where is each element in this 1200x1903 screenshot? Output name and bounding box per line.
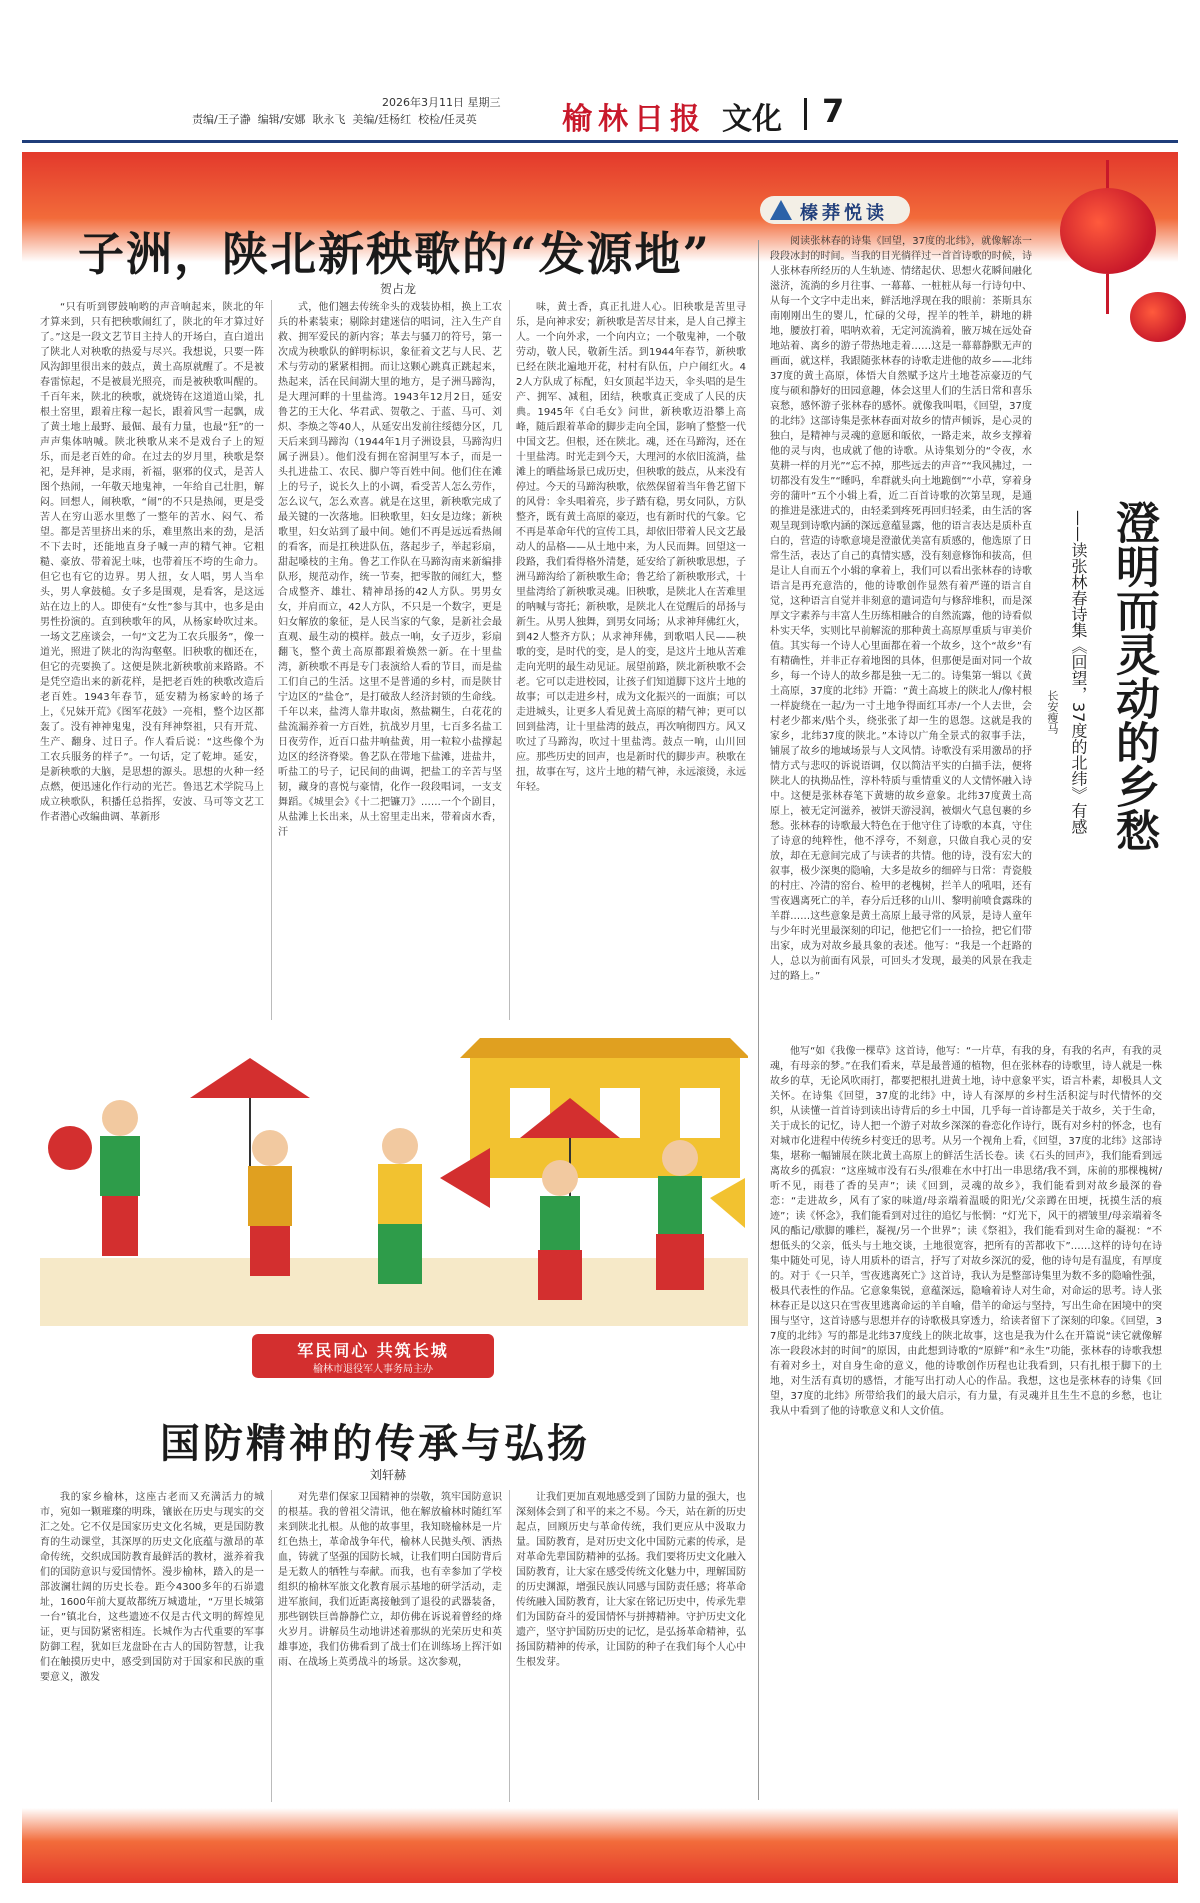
bottom-decorative-banner [22, 1808, 1178, 1883]
house-window [680, 1088, 720, 1138]
article2-column-2: 他写“如《我像一棵草》这首诗，他写：“一片草，有我的身，有我的名声，有我的灵魂，有母亲的梦。”在我们看来，草是最普通的植物，但在张林春的诗歌里，诗人就是一株故乡的草，无论风吹雨打，都要把根扎进黄土地，诗中意象平实，语言朴素，却极具人文关怀。在诗集《回望，37度的北纬》中，诗人有深厚的乡村生活积淀与时代情怀的交织，从读懂一首首诗到读出诗背后的乡土中国，几乎每一首诗都是关于故乡，关于生命，关于成长的记忆，诗人把一个游子对故乡深深的眷恋化作诗行，既有对乡村的怀念，也有对城市化进程中传统乡村变迁的思考。从另一个视角上看，《回望，37度的北纬》这部诗集，堪称一幅铺展在陕北黄土高原上的鲜活生活长卷。读《石头的回声》，我们能看到远离故乡的孤寂：“这座城市没有石头/很难在水中打出一串思绪/我不到，床前的那棵槐树/听不见，雨巷了香的吴声”；读《回到，灵魂的故乡》，我们能看到对故乡最深的眷恋：“走进故乡，风有了家的味道/母亲端着温暖的阳光/父亲蹲在田埂，抚摸生活的痕迹”；读《怀念》，我们能看到对过往的追忆与怅惘：“灯光下，风干的褶皱里/母亲端着冬风的酯记/歇脚的雕栏，凝视/另一个世界”；读《祭祖》，我们能看到对生命的凝视：“不想低头的父亲，低头与土地交谈，土地很宽容，把所有的苦都收下”……这样的诗句在诗集中随处可见，诗人用质朴的语言，抒写了对故乡深沉的爱，他的诗句是有温度，有厚度的。对于《一只羊，雪夜逃离死亡》这首诗，我认为是整部诗集里为数不多的隐喻性强，极具代表性的作品。它意象集锐，意蕴深远，隐喻着诗人对生命，对命运的思考。诗人张林春正是以这只在雪夜里逃离命运的羊自喻，借羊的命运与坚持，写出生命在困境中的突围与坚守，这首诗感与思想并存的诗歌极具穿透力，给读者留下了深刻的印象。《回望，37度的北纬》写的都是北纬37度线上的陕北故事，这也是我为什么在开篇说“读它就像解冻一段段冰封的时间”的原因，由此想到诗歌的“原鲜”和“永生”功能，张林春的诗歌我想有着对乡土，对自身生命的意义，他的诗歌创作历程也让我看到，只有扎根于脚下的土地，对生活有真切的感悟，才能写出打动人心的作品。我想，这也是张林春的诗集《回望，37度的北纬》所带给我们的最大启示，有力量，有灵魂并且生生不息的乡愁，也让我从中看到了他的诗歌意义和人文价值。 [770, 1046, 1162, 1417]
lantern-string [1106, 160, 1109, 190]
lantern-tassel [1106, 274, 1109, 314]
slogan-box [252, 1334, 494, 1378]
editor-credits: 责编/王子瀞 编辑/安娜 耿永飞 美编/廷杨红 校检/任灵英 [192, 113, 477, 126]
section-divider [758, 240, 759, 1800]
article1-column-3: 味，黄土香，真正扎进人心。旧秧歌是苦里寻乐，是向神求安；新秧歌是苦尽甘来，是人自己撑主人。一个向外求，一个向内立；一个敬鬼神，一个敬劳动，敬人民，敬新生活。到1944年春节，新秧歌已经在陕北遍地开花，村村有队伍，户户闹红火。42人方队成了标配，妇女顶起半边天，伞头唱的是生产、拥军、减租，团结，秧歌真正变成了人民的庆典。1945年《白毛女》问世，新秧歌迈沿攀上高峰，随后跟着革命的脚步走向全国，影响了整整一代中国文艺。但根，还在陕北。魂，还在马蹄沟，还在十里盐湾。时光走到今天，大理河的水依旧流淌，盐滩上的晒盐场景已成历史，但秧歌的鼓点，从来没有停过。今天的马蹄沟秧歌，依然保留着当年鲁艺留下的风骨：伞头唱着亮，步子踏有稳，男女同队，方队整齐，既有黄土高原的豪迈，也有新时代的气象。它不再是革命年代的宣传工具，却依旧带着人民文艺最动人的品格——从土地中来，为人民而舞。回望这一段路，我们看得格外清楚，延安给了新秧歌思想，子洲马蹄沟给了新秧歌生命；鲁艺给了新秧歌形式，十里盐湾给了新秧歌灵魂。旧秧歌，是陕北人在苦难里的呐喊与寄托；新秧歌，是陕北人在觉醒后的昂扬与新生。从男人独舞，到男女同场；从求神拜佛红火，到42人整齐方队；从求神拜佛，到歌唱人民——秧歌的变，是时代的变，是人的变，是这片土地从苦难走向光明的最生动见证。展望前路，陕北新秧歌不会老。它可以走进校园，让孩子们知道脚下这片土地的故事；可以走进乡村，成为文化振兴的一面旗；可以走进城头，让更多人看见黄土高原的精气神；更可以回到盐湾，让十里盐湾的鼓点，再次响彻四方。风又吹过了马蹄沟，吹过十里盐湾。鼓点一响，山川回应。那些历史的回声，也是新时代的脚步声。秧歌在扭，故事在写，这片土地的精气神，永远滚烫，永远年轻。 [516, 302, 746, 793]
column-badge [760, 196, 910, 224]
masthead [22, 88, 1178, 143]
column-rule [509, 300, 510, 1020]
column-badge-label: 榛莽悦读 [800, 203, 888, 224]
yangko-papercut-illustration [40, 1028, 748, 1326]
article2-column-1: 阅读张林春的诗集《回望，37度的北纬》，就像解冻一段段冰封的时间。当我的目光徜徉过一首首诗歌的时候，诗人张林春所经历的人生轨迹、情绪起伏、思想火花瞬间融化滋济，流淌的乡月往事、一幕幕、一桩桩从每一行诗句中、从每一个文字中走出来，鲜活地浮现在我的眼前：茶斯具东南刚刚出生的婴儿，忙碌的父母，捏羊的牲羊，耕地的耕地，腰放打着，唱呐欢着，无定河流淌着，腋万城在远处奋地站着、离乡的游子带热地走着……这是一幕幕静默无声的画面，就这样，我跟随张林春的诗歌走进他的故乡——北纬37度的黄土高原，体悟大自然赋予这片土地苍凉豪迈的气度与硕和静好的田园意趣，体会这里人们的生活日常和喜乐哀愁，感怀游子张林春的感怀。就像我叫唱，《回望，37度的北纬》这部诗集是张林春面对故乡的情声倾诉，是心灵的独白，是精神与灵魂的意愿和皈依，一路走来，故乡支撑着他的灵与肉，也成就了他的诗歌。从诗集划分的“令夜，水莫耕一样的月光”“忘不掉，那些远去的声音”“我风拂过，一切都没有发生”“睡吗，牟群就头向土地跪倒”“小草，穿着身旁的蒲叶”五个小辑上看，近二百首诗歌的次第呈现，是通的推进是涨进式的，由轻柔到疼死再回归轻柔，由生活的客观呈现到诗歌内涵的深远意蕴显露，他的语言表达是质朴直白的，营造的诗歌意境是澄澈优美富有质感的，他选原了日常生活，表达了自己的真情实感，没有刻意修饰和拔高，但是让人自而五个小辑的拿着上，我们可以看出张林春的诗歌语言是再充意浩的，他的诗歌创作显然有着严谨的语言自觉，这种语言自觉并非刻意的遣词造句与修辞堆积，而是深厚文字素养与丰富人生历练相融合的自然流露，他的诗看似朴实天华，实则比早前解流的那种黄土高原厚重质与审美价值。其实每一个诗人心里面都在着一个故乡，这个“故乡”有有精确性，并非正存着地图的具体，但那便是面对同一个故乡，每一个诗人的故乡都是独一无二的。诗集第一辑以《黄土高原，37度的北纬》开篇：“黄土高坡上的陕北人/像村根一样旋绕在一起/为一寸土地争得面红耳赤/一个人去世，会村老少都来/贴个头，绕张张了却一生的恩怨。这就是我的家乡，北纬37度的陕北。”本诗以广角全景式的叙事手法，铺展了故乡的地域场景与人文风情。诗歌没有采用激昂的抒情方式与悲叹的诉说语调，仅以简洁平实的白描手法，便将陕北人的执拗品性，淳朴特质与重情重义的人文情怀融入诗中。这便是张林春笔下黄塘的故乡意象。北纬37度黄土高原上，被无定河滋养，被饼天游浸润，被烟火气息包裹的乡愁。张林春的诗歌最大特色在于他守住了诗歌的本真，守住了诗意的纯粹性，他不浮夸，不刻意，只做自我心灵的安放，却在无意间完成了与读者的共情。他的诗，没有宏大的叙事，极少深奥的隐喻，大多是故乡的细碎与日常：青瓷般的村庄、冷清的窑台、检甲的老槐树，拦羊人的吼唱，还有雪夜遇离死亡的羊，春分后迁移的山川、黎明前喷食露珠的羊群……这些意象是黄土高原上最寻常的风景，是诗人童年与少年时光里最深刻的印记，他把它们一一拾捡，把它们带出家，成为对故乡最具象的表述。他写：“我是一个赶路的人，总以为前面有风景，可回头才发现，最美的风景在我走过的路上。” [770, 236, 1032, 982]
lantern-icon [1130, 292, 1186, 342]
article2-title: 澄明而灵动的乡愁 [1108, 500, 1159, 852]
column-rule [509, 1490, 510, 1802]
slogan-sponsor: 榆林市退役军人事务局主办 [313, 1364, 433, 1375]
book-icon [770, 200, 792, 220]
slogan-main: 军民同心 共筑长城 [297, 1341, 449, 1360]
article3-title: 国防精神的传承与弘扬 [160, 1420, 590, 1467]
article3-author: 刘轩赫 [370, 1468, 407, 1482]
column-rule [271, 1490, 272, 1802]
house-roof [460, 1038, 748, 1058]
article2-subtitle: ——读张林春诗集《回望，37度的北纬》有感 [1069, 510, 1088, 835]
newspaper-logo: 榆林日报 [562, 102, 706, 137]
page-number: 7 [822, 92, 845, 130]
article1-column-1: “只有听到锣鼓响哟的声音响起来，陕北的年才算来到，只有把秧歌闹红了，陕北的年才算过好了。”这是一段文艺节目主持人的开场白，直白道出了陕北人对秧歌的热爱与尽兴。我想说，只要一阵风沟卸里很出来的鼓点，黄土高原就醒了。不是被春雷惊起，不是被晨光照亮，而是被秧歌叫醒的。千百年来，陕北的秧歌，就烧铸在这道道山梁，扎根土窑里，跟着庄稼一起长，跟着风雪一起飘，成了黄土地上最野、最倔、最有力量，也最“狂”的一声声集体呐喊。陕北秧歌从来不是戏台子上的短乐，而是老百姓的命。在过去的岁月里，秧歌是祭祀，是拜神，是求雨，祈福，驱邪的仪式，是苦人图个热闹，一年敬天地鬼神，一年给自己壮胆，解闷。回想人，闹秧歌，“闹”的不只是热闹，更是受苦人在穷山恶水里憋了一整年的苦水、闷气、希望。都是苦里挤出来的乐，难里熬出来的劲，是活不下去时，还能地直身子喊一声的精气神。它粗糙、豪放、带着泥土味，也带着压不垮的生命力。但它也有它的边界。男人扭，女人唱，男人当牟头，男人拿鼓槌。女子多是围观，是看客，是这远站在边上的人。即使有“女性”参与其中，也多是由男性扮演的。直到秧歌年的风，从杨家岭吹过来。一场文艺座谈会，一句“文艺为工农兵服务”，像一道光，照进了陕北的沟沟壑壑。旧秧歌的枷还在，但它的壳要换了。这便是陕北新秧歌前来路路。不是凭空造出来的新花样，是把老百姓的秧歌改造后老百姓。1943年春节，延安精为杨家岭的场子上，《兄妹开荒》《图军花鼓》一亮相，整个边区都轰了。没有神神鬼鬼，没有拜神祭祖，只有开荒、生产、翻身、过日子。作人看后说：“这些像个为工农兵服务的样子”。一句话，定了乾坤。延安，是新秧歌的大脑，是思想的源头。思想的火种一经点燃，便迅速化作行动的光芒。鲁迅艺术学院马上成立秧歌队，积播任总指挥，安波、马可等文艺工作者潜心改编曲调、革新形 [40, 302, 264, 823]
article3-column-2: 对先辈们保家卫国精神的崇敬，筑牢国防意识的根基。我的曾祖父清讯，他在解放榆林时随红军来到陕北扎根。从他的故事里，我知晓榆林是一片红色热土，革命战争年代，榆林人民抛头颅、洒热血，铸就了坚强的国防长城，让我们明白国防背后是无数人的牺牲与奉献。而我，也有幸参加了学校组织的榆林军旅文化教育展示基地的研学活动，走进军旅间，我们近距离接触到了退役的武器装备，那些钢铁巨兽静静伫立，却仿佛在诉说着曾经的烽火岁月。讲解员生动地讲述着那纵的光荣历史和英雄事迹，我们仿佛看到了战士们在训练场上挥汗如雨、在战场上英勇战斗的场景。这次参观， [278, 1492, 502, 1668]
article2-author: 长安瘦马 [1046, 690, 1059, 734]
article1-column-2: 式，他们翘去传统伞头的戏装协相，换上工农兵的朴素装束；剔除封建迷信的唱词，注入生产自救、拥军爱民的新内容；革去与骚刀的符号，第一次成为秧歌队的鲜明标识，象征着文艺与人民、艺术与劳动的紧紧相拥。而让这颗心跳真正跳起来，热起来，活在民间湖大里的地方，是子洲马蹄沟，是大理河畔的十里盐湾。1943年12月2日，延安鲁艺的王大化、华君武、贺敬之、于蓝、马可、刘炽、李焕之等40人，从延安出发前往绥德分区，几天后来到马蹄沟（1944年1月子洲设县，马蹄沟归属子洲县）。他们没有拥在窑洞里写本子，而是一头扎进盐工、农民、脚户等百姓中间。他们住在滩上的号子，说长久上的小调，看受苦人怎么劳作，怎么议气，怎么欢喜。就是在这里，新秧歌完成了最关键的一次落地。旧秧歌里，妇女是边缘；新秧歌里，妇女站到了最中间。她们不再是远远看热闹的看客，而是扛秧进队伍，落起步子，举起彩扇，甜起嗓枝的主角。鲁艺工作队在马蹄沟南来新编排队形，规范动作，统一节奏，把零散的闹红大，整合成整齐、雄壮、精神昂扬的42人方队。男男女女，并肩而立，42人方队，不只是一个数字，更是妇女解放的象征，是人民当家的气象，是新社会最直观、最生动的模样。鼓点一响，女子迈步，彩扇翻飞，整个黄土高原都跟着焕然一新。在十里盐湾，新秧歌不再是专门表演给人看的节目，而是盐工们自己的生活。这里不是普通的乡村，而是陕甘宁边区的“盐仓”，是打破敌人经济封锁的生命线。千年以来，盐湾人靠井取卤，熬盐糊生，白花花的盐流漏养着一方百姓，抗战岁月里，七百多名盐工日夜劳作，近百口盐井响盐黄，用一粒粒小盐撑起边区的经济脊梁。鲁艺队在带地下盐滩，进盐井，听盐工的号子，记民间的曲调，把盐工的辛苦与坚韧，藏身的喜悦与豪情，化作一段段唱词，一支支舞蹈。《城里会》《十二把镰刀》……一个个剧目，从盐滩上长出来，从土窑里走出来，带着卤水香，汗 [278, 302, 502, 838]
article1-author: 贺占龙 [380, 282, 417, 296]
masthead-divider [804, 98, 807, 130]
lantern-icon [1060, 188, 1156, 274]
article3-column-3: 让我们更加直观地感受到了国防力量的强大，也深刻体会到了和平的来之不易。今天，站在新的历史起点，回顾历史与革命传统，我们更应从中汲取力量。国防教育，是对历史文化中国防元素的传承，是对革命先辈国防精神的弘扬。我们要将历史文化融入国防教育，让大家在感受传统文化魅力中，理解国防的历史渊源，增强民族认同感与国防责任感；将革命传统融入国防教育，让大家在铭记历史中，传承先辈们为国防奋斗的爱国情怀与拼搏精神。守护历史文化遗产，坚守护国防历史的记忆，是弘扬革命精神，弘扬国防精神的传承，让国防的种子在我们每个人心中生根发芽。 [516, 1492, 746, 1668]
date-line: 2026年3月11日 星期三 [382, 96, 501, 109]
article1-title: 子洲，陕北新秧歌的“发源地” [78, 227, 711, 281]
column-rule [271, 300, 272, 1020]
article3-column-1: 我的家乡榆林，这座古老而又充满活力的城市，宛如一颗璀璨的明珠，镶嵌在历史与现实的交汇之处。它不仅是国家历史文化名城，更是国防教育的生动课堂，其深厚的历史文化底蕴与激昂的革命传统，交织成国防教育最鲜活的教材，滋养着我们的国防意识与爱国情怀。漫步榆林，踏入的是一部波澜壮阔的历史长卷。距今4300多年的石峁遗址，1600年前大夏故都统万城遗址，“万里长城第一台”镇北台，这些遗迹不仅是古代文明的辉煌见证，更与国防紧密相连。长城作为古代重要的军事防御工程，犹如巨龙盘卧在古人的国防智慧，让我们在触摸历史中，感受到国防对于国家和民族的重要意义，激发 [40, 1492, 264, 1683]
section-name: 文化 [722, 102, 782, 137]
